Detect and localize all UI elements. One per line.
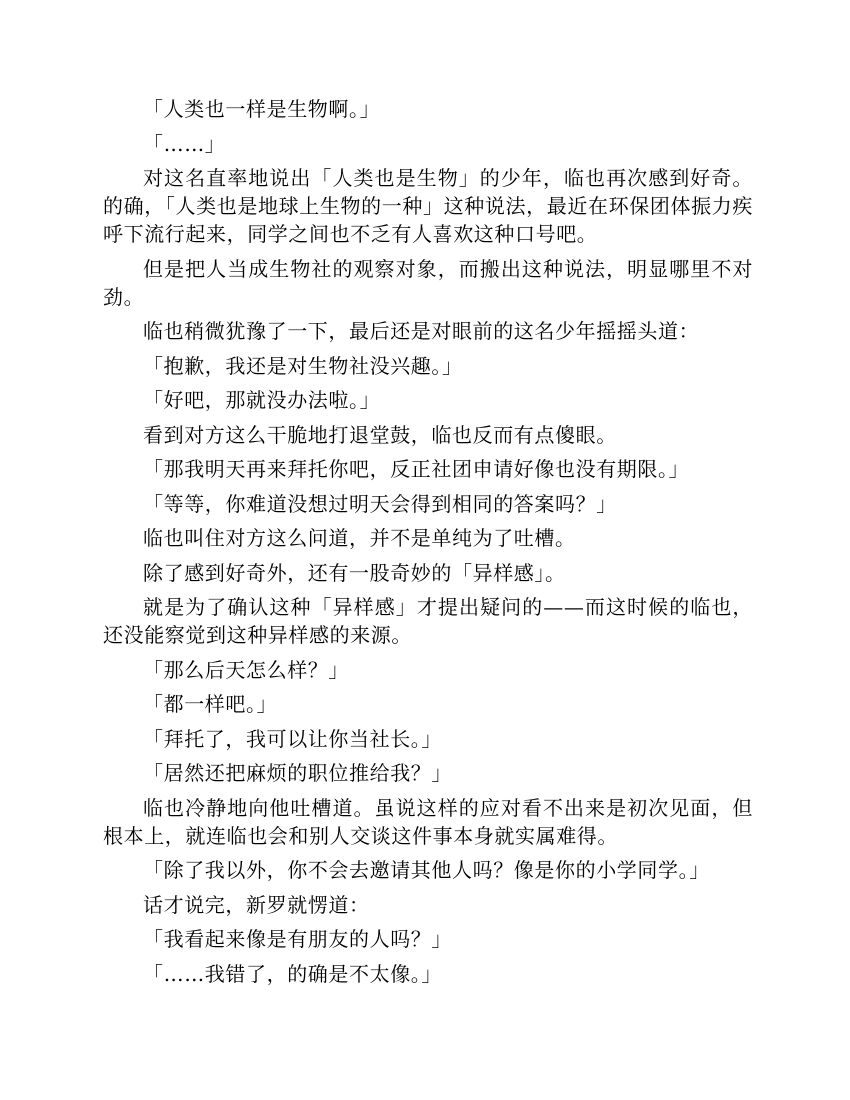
paragraph: 但是把人当成生物社的观察对象，而搬出这种说法，明显哪里不对劲。 [103,256,753,309]
paragraph: 「居然还把麻烦的职位推给我？」 [143,761,452,785]
paragraph: 「好吧，那就没办法啦。」 [143,388,381,412]
paragraph: 话才说完，新罗就愣道： [143,892,370,917]
paragraph: 「那我明天再来拜托你吧，反正社团申请好像也没有期限。」 [143,457,690,481]
paragraph: 「那么后天怎么样？」 [143,657,349,682]
paragraph: 「都一样吧。」 [143,692,278,716]
paragraph: 看到对方这么干脆地打退堂鼓，临也反而有点傻眼。 [143,422,617,447]
paragraph: 「……」 [143,131,226,156]
paragraph: 临也稍微犹豫了一下，最后还是对眼前的这名少年摇摇头道： [143,319,700,343]
paragraph: 除了感到好奇外，还有一股奇妙的「异样感」。 [143,560,566,585]
paragraph: 「等等，你难道没想过明天会得到相同的答案吗？」 [143,491,617,516]
paragraph: 临也叫住对方这么问道，并不是单纯为了吐槽。 [143,526,576,550]
paragraph: 就是为了确认这种「异样感」才提出疑问的——而这时候的临也，还没能察觉到这种异样感的来源。 [103,595,753,647]
paragraph: 「拜托了，我可以让你当社长。」 [143,726,442,751]
paragraph: 「……我错了，的确是不太像。」 [143,961,442,986]
paragraph: 「人类也一样是生物啊。」 [143,97,381,121]
paragraph: 临也冷静地向他吐槽道。虽说这样的应对看不出来是初次见面，但根本上，就连临也会和别人交谈这件事本身就实属难得。 [103,795,753,848]
paragraph: 「抱歉，我还是对生物社没兴趣。」 [143,353,463,378]
text-body [103,95,753,994]
paragraph: 「我看起来像是有朋友的人吗？」 [143,927,452,951]
paragraph: 对这名直率地说出「人类也是生物」的少年，临也再次感到好奇。的确，「人类也是地球上生物的一种」这种说法，最近在环保团体振力疾呼下流行起来，同学之间也不乏有人喜欢这种口号吧。 [103,166,753,246]
paragraph: 「除了我以外，你不会去邀请其他人吗？像是你的小学同学。」 [143,858,710,882]
